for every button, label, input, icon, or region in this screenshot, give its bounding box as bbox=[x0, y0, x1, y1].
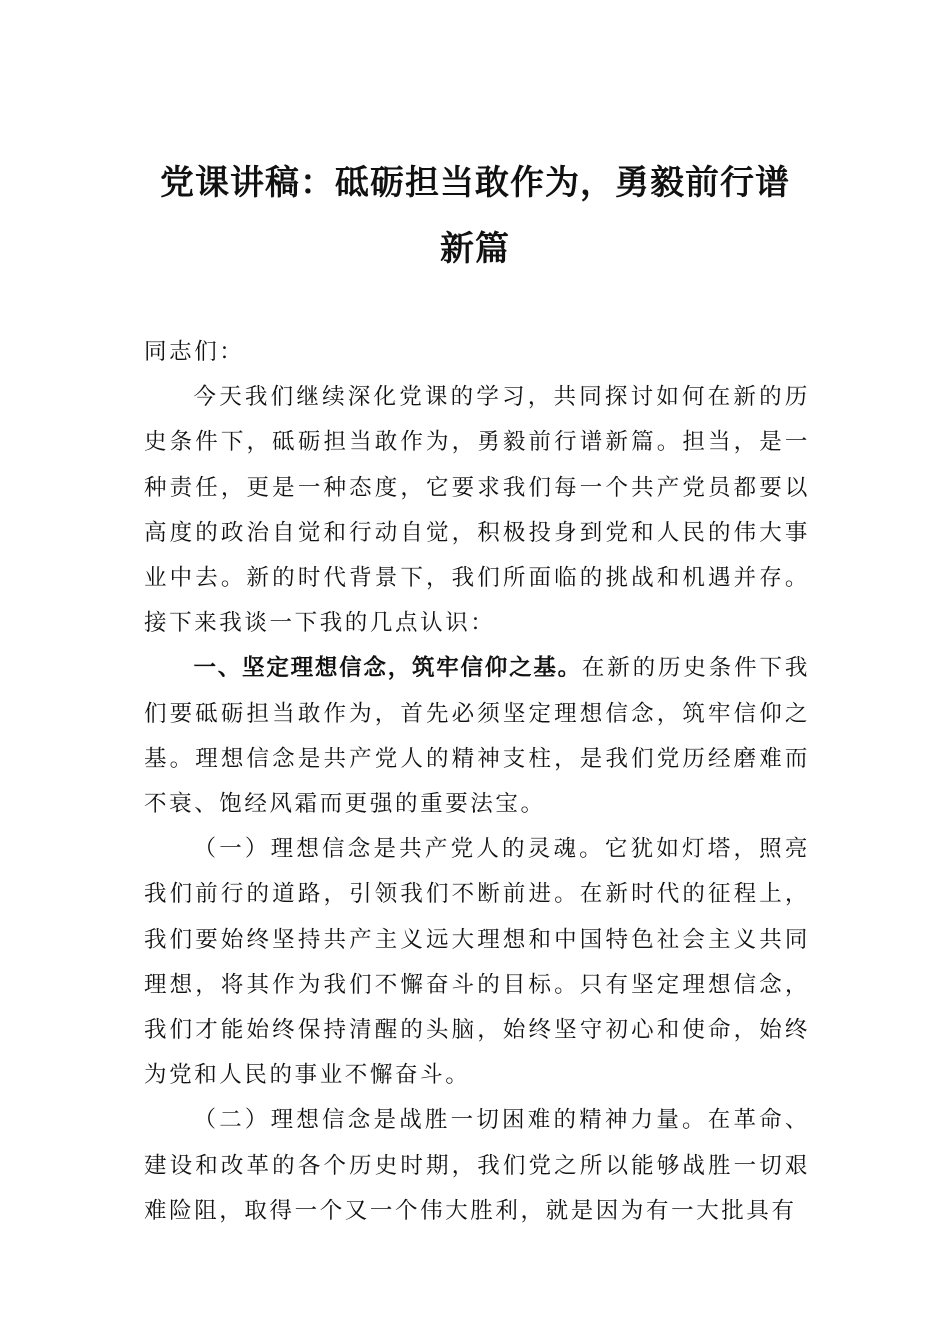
subsection-2-paragraph bbox=[144, 1098, 810, 1234]
section-1-heading: 一、坚定理想信念，筑牢信仰之基。 bbox=[193, 655, 582, 682]
salutation: 同志们： bbox=[144, 339, 245, 365]
subsection-1-heading: （一）理想信念是共产党人的灵魂。 bbox=[193, 836, 605, 863]
document-body bbox=[144, 330, 810, 1234]
intro-paragraph: 今天我们继续深化党课的学习，共同探讨如何在新的历史条件下，砥砺担当敢作为，勇毅前行谱新篇。担当，是一种责任，更是一种态度，它要求我们每一个共产党员都要以高度的政治自觉和行动自觉，积极投身到党和人民的伟大事业中去。新的时代背景下，我们所面临的挑战和机遇并存。接下来我谈一下我的几点认识： bbox=[144, 384, 810, 637]
section-1-text: 在新的历史条件下我们要砥砺担当敢作为，首先必须坚定理想信念，筑牢信仰之基。理想信念是共产党人的精神支柱，是我们党历经磨难而不衰、饱经风霜而更强的重要法宝。 bbox=[144, 655, 810, 818]
document-title bbox=[110, 150, 840, 282]
title-line-1: 党课讲稿：砥砺担当敢作为，勇毅前行谱 bbox=[160, 163, 790, 203]
title-line-2: 新篇 bbox=[440, 229, 510, 269]
section-1-paragraph bbox=[144, 646, 810, 827]
subsection-2-text: 在革命、建设和改革的各个历史时期，我们党之所以能够战胜一切艰难险阻，取得一个又一个伟大胜利，就是因为有一大批具有 bbox=[144, 1107, 810, 1224]
subsection-2-heading: （二）理想信念是战胜一切困难的精神力量。 bbox=[193, 1107, 708, 1134]
subsection-1-text: 它犹如灯塔，照亮我们前行的道路，引领我们不断前进。在新时代的征程上，我们要始终坚持共产主义远大理想和中国特色社会主义共同理想，将其作为我们不懈奋斗的目标。只有坚定理想信念，我们才能始终保持清醒的头脑，始终坚守初心和使命，始终为党和人民的事业不懈奋斗。 bbox=[144, 836, 810, 1089]
subsection-1-paragraph bbox=[144, 827, 810, 1098]
